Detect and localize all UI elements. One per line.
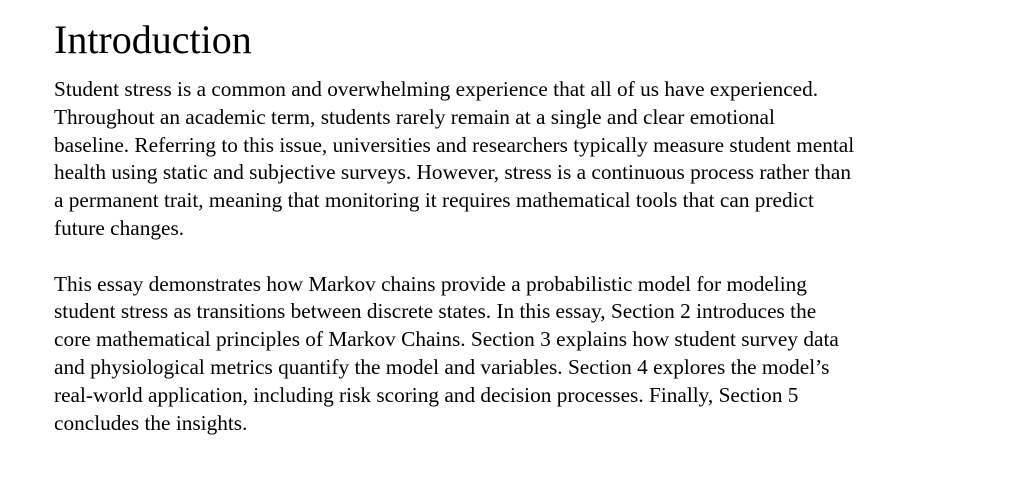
section-heading: Introduction <box>54 17 252 62</box>
intro-paragraph-1 <box>54 76 974 243</box>
paragraph-line: This essay demonstrates how Markov chains provide a probabilistic model for modeling <box>54 271 807 296</box>
document-body <box>54 16 974 437</box>
paragraph-line: real-world application, including risk scoring and decision processes. Finally, Section 5 <box>54 382 799 407</box>
paragraph-line: health using static and subjective surveys. However, stress is a continuous process rather than <box>54 160 851 185</box>
paragraph-line: and physiological metrics quantify the model and variables. Section 4 explores the model’s <box>54 354 830 379</box>
paragraph-spacer <box>54 243 974 271</box>
intro-paragraph-2 <box>54 271 974 438</box>
paragraph-line: baseline. Referring to this issue, universities and researchers typically measure student mental <box>54 132 855 157</box>
paragraph-line: student stress as transitions between discrete states. In this essay, Section 2 introduces the <box>54 299 817 324</box>
paragraph-line: a permanent trait, meaning that monitoring it requires mathematical tools that can predict <box>54 188 814 213</box>
paragraph-line: concludes the insights. <box>54 410 248 435</box>
paragraph-line: Student stress is a common and overwhelming experience that all of us have experienced. <box>54 77 819 101</box>
paragraph-line: future changes. <box>54 215 185 240</box>
paragraph-line: core mathematical principles of Markov Chains. Section 3 explains how student survey data <box>54 327 839 352</box>
paragraph-line: Throughout an academic term, students rarely remain at a single and clear emotional <box>54 104 775 129</box>
